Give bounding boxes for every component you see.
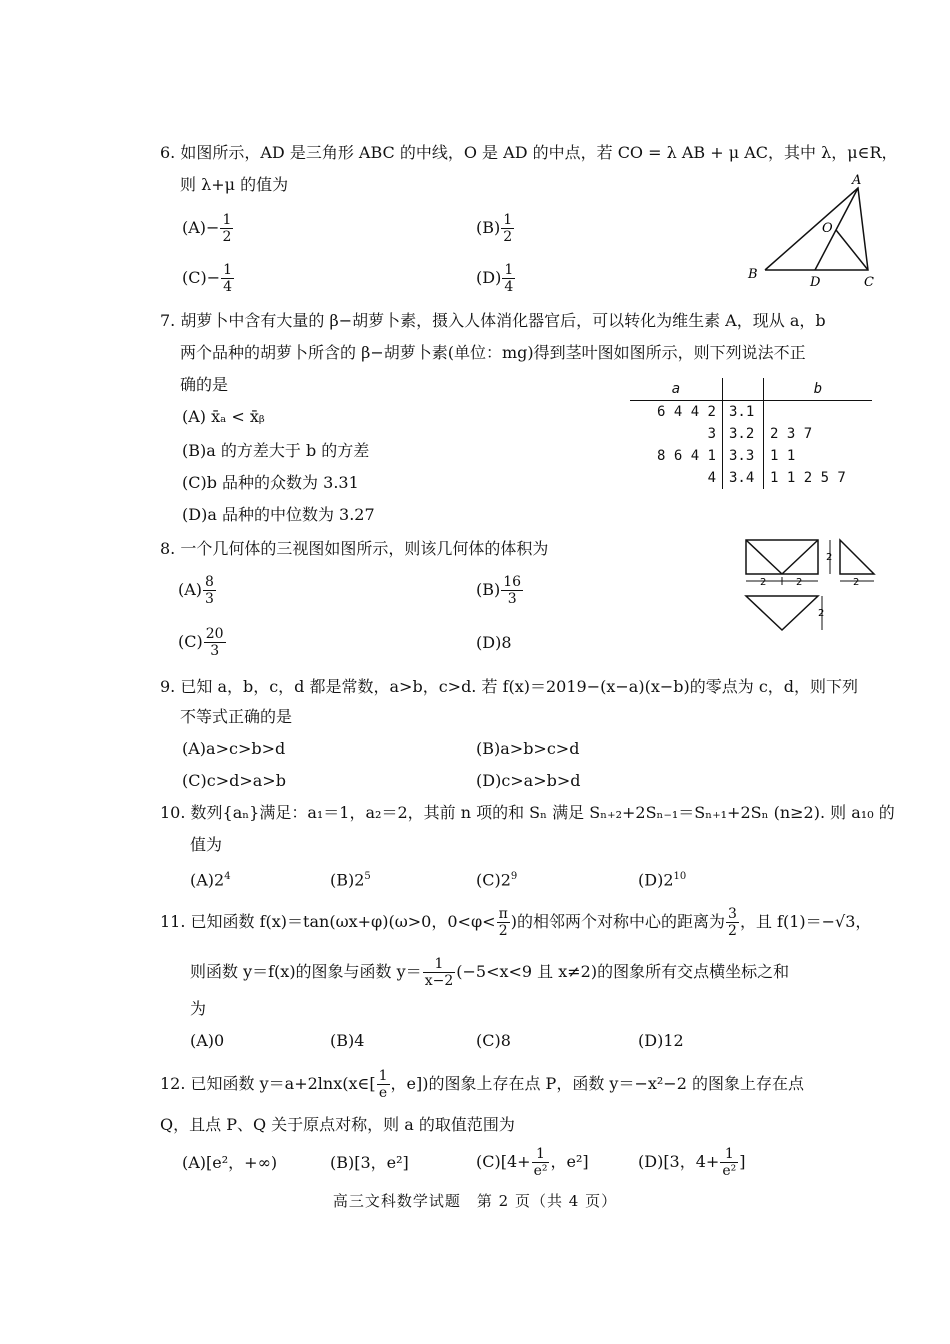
fraction: $\frac{1}{4}$: [504, 262, 514, 295]
q8-option-a: (A) $\frac{8}{3}$: [178, 574, 214, 607]
q6-option-c: (C)− $\frac{1}{4}$: [182, 262, 233, 295]
q9-option-b: (B)a>b>c>d: [476, 739, 580, 758]
q9-stem-line1: 9. 已知 a，b，c，d 都是常数，a>b，c>d. 若 f(x)＝2019−(x−a)(x−b)的零点为 c，d，则下列: [160, 677, 859, 696]
q10-option-c: $(C)2^9$: [476, 870, 518, 890]
q7-option-d: (D)a 品种的中位数为 3.27: [182, 505, 375, 524]
fraction: $\frac{20}{3}$: [205, 626, 224, 659]
q12-option-a: (A)[e²，+∞): [182, 1153, 278, 1172]
stem-leaf-plot: [630, 378, 872, 489]
stem-row-left: 3: [707, 426, 716, 442]
dim-label: 2: [818, 608, 825, 619]
dim-label: 2: [826, 552, 833, 563]
q10-option-d: $(D)2^{10}$: [638, 870, 687, 890]
label-o: O: [822, 221, 833, 236]
q11-stem-line3: 为: [190, 999, 207, 1018]
q7-option-a: (A) x̄ₐ < x̄ᵦ: [182, 407, 265, 426]
q9-stem-line2: 不等式正确的是: [180, 707, 293, 726]
dim-label: 2: [796, 577, 803, 588]
q6-option-d: (D) $\frac{1}{4}$: [476, 262, 514, 295]
fraction: $\frac{8}{3}$: [205, 574, 214, 607]
q6-option-a: (A)− $\frac{1}{2}$: [182, 212, 232, 245]
fraction: $\frac{1}{x-2}$: [424, 956, 454, 989]
q6-stem-line2: 则 λ+μ 的值为: [180, 175, 289, 194]
fraction: $\frac{1}{2}$: [222, 212, 232, 245]
q12-stem-line2: Q，且点 P、Q 关于原点对称，则 a 的取值范围为: [160, 1115, 515, 1134]
stem-row-right: 1 1 2 5 7: [770, 470, 846, 486]
fraction: $\frac{1}{\text{e²}}$: [722, 1146, 737, 1179]
q7-option-b: (B)a 的方差大于 b 的方差: [182, 441, 370, 460]
q11-option-d: (D)12: [638, 1031, 684, 1050]
q8-stem-line1: 8. 一个几何体的三视图如图所示，则该几何体的体积为: [160, 539, 549, 558]
q7-option-c: (C)b 品种的众数为 3.31: [182, 473, 359, 492]
q7-stem-line1: 7. 胡萝卜中含有大量的 β−胡萝卜素，摄入人体消化器官后，可以转化为维生素 A，现从 a，b: [160, 311, 826, 330]
three-view-figure: [738, 534, 888, 634]
fraction: $\frac{16}{3}$: [503, 574, 522, 607]
stem-row-right: 2 3 7: [770, 426, 813, 442]
stem-row-right: 1 1: [770, 448, 796, 464]
q8-option-c: (C) $\frac{20}{3}$: [178, 626, 224, 659]
q11-stem-line1: 11. 已知函数 f(x)＝tan(ωx+φ)(ω>0，0<φ< $\frac{\pi}{2}$ )的相邻两个对称中心的距离为 $\frac{3}{2}$ ，且 f(1)＝−√3，: [160, 906, 872, 939]
dim-label: 2: [853, 577, 860, 588]
q6-stem-line1: 6. 如图所示，AD 是三角形 ABC 的中线，O 是 AD 的中点，若 CO = λ AB + μ AC，其中 λ，μ∈R，: [160, 143, 898, 162]
label-a: A: [852, 173, 862, 188]
q10-option-a: $(A)2^4$: [190, 870, 231, 890]
q12-option-c: (C)[4+ $\frac{1}{\text{e²}}$ ，e²]: [476, 1146, 589, 1179]
q9-option-c: (C)c>d>a>b: [182, 771, 286, 790]
stem-row-stem: 3.1: [723, 401, 764, 424]
stem-row-left: 8 6 4 1: [656, 448, 716, 464]
stem-header-a: a: [671, 381, 681, 397]
q10-stem-line1: 10. 数列{aₙ}满足：a₁＝1，a₂＝2，其前 n 项的和 Sₙ 满足 Sₙ₊₂+2Sₙ₋₁＝Sₙ₊₁+2Sₙ (n≥2). 则 a₁₀ 的: [160, 803, 895, 822]
label-d: D: [810, 275, 821, 290]
stem-row-left: 4: [707, 470, 716, 486]
page-footer: 高三文科数学试题 第 2 页（共 4 页）: [332, 1192, 618, 1210]
q7-stem-line3: 确的是: [180, 375, 229, 394]
q12-stem-line1: 12. 已知函数 y＝a+2lnx(x∈[ $\frac{1}{e}$ ，e])的图象上存在点 P，函数 y＝−x²−2 的图象上存在点: [160, 1068, 804, 1101]
label-c: C: [864, 275, 874, 290]
stem-row-stem: 3.3: [723, 445, 764, 467]
fraction: $\frac{\pi}{2}$: [498, 906, 508, 939]
label-b: B: [748, 267, 758, 282]
stem-row-left: 6 4 4 2: [656, 404, 716, 420]
q11-option-a: (A)0: [190, 1031, 225, 1050]
fraction: $\frac{1}{e}$: [378, 1068, 388, 1101]
q11-stem-line2: 则函数 y＝f(x)的图象与函数 y＝ $\frac{1}{x-2}$ (−5<x<9 且 x≠2)的图象所有交点横坐标之和: [190, 956, 790, 989]
q12-option-d: (D)[3，4+ $\frac{1}{\text{e²}}$ ]: [638, 1146, 746, 1179]
q7-stem-line2: 两个品种的胡萝卜所含的 β−胡萝卜素(单位：mg)得到茎叶图如图所示，则下列说法不正: [180, 343, 806, 362]
q8-option-d: (D)8: [476, 633, 512, 652]
q8-option-b: (B) $\frac{16}{3}$: [476, 574, 522, 607]
q11-option-b: (B)4: [330, 1031, 365, 1050]
fraction: $\frac{3}{2}$: [728, 906, 737, 939]
stem-header-b: b: [813, 381, 823, 397]
q10-stem-line2: 值为: [190, 835, 223, 854]
q9-option-d: (D)c>a>b>d: [476, 771, 581, 790]
q9-option-a: (A)a>c>b>d: [182, 739, 286, 758]
fraction: $\frac{1}{4}$: [223, 262, 233, 295]
dim-label: 2: [760, 577, 767, 588]
fraction: $\frac{1}{\text{e²}}$: [533, 1146, 548, 1179]
q6-option-b: (B) $\frac{1}{2}$: [476, 212, 513, 245]
fraction: $\frac{1}{2}$: [503, 212, 513, 245]
triangle-figure: [740, 170, 880, 290]
stem-row-right: [764, 401, 873, 424]
q11-option-c: (C)8: [476, 1031, 511, 1050]
stem-row-stem: 3.4: [723, 467, 764, 489]
stem-row-stem: 3.2: [723, 423, 764, 445]
q10-option-b: $(B)2^5$: [330, 870, 371, 890]
q12-option-b: (B)[3，e²]: [330, 1153, 409, 1172]
